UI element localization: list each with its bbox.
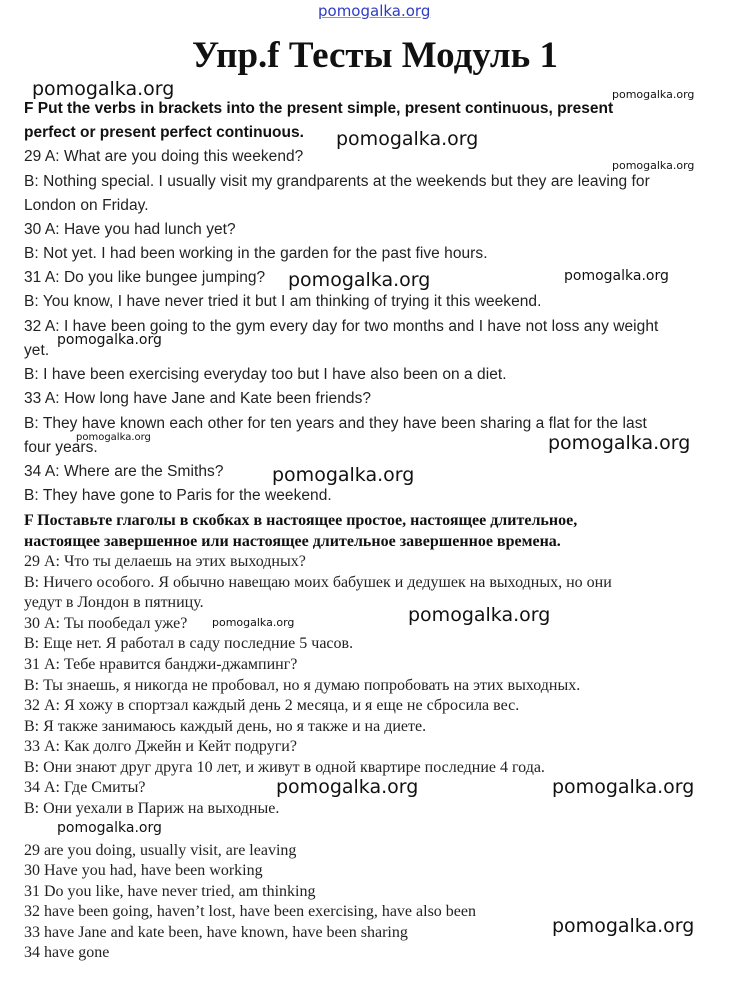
russian-instruction: настоящее завершенное или настоящее длительное завершенное времена. [24, 533, 561, 550]
english-line: B: You know, I have never tried it but I am thinking of trying it this weekend. [24, 293, 542, 310]
watermark: pomogalka.org [212, 616, 295, 629]
watermark: pomogalka.org [272, 464, 415, 486]
russian-line: В: Еще нет. Я работал в саду последние 5 часов. [24, 635, 354, 652]
russian-line: 34 А: Где Смиты? [24, 779, 146, 796]
english-line: 32 A: I have been going to the gym every day for two months and I have not loss any weight [24, 318, 659, 335]
site-link[interactable]: pomogalka.org [318, 2, 431, 20]
watermark: pomogalka.org [612, 159, 695, 172]
english-line: four years. [24, 439, 98, 456]
russian-line: 33 А: Как долго Джейн и Кейт подруги? [24, 738, 297, 755]
russian-line: 29 А: Что ты делаешь на этих выходных? [24, 553, 306, 570]
english-line: yet. [24, 342, 50, 359]
russian-line: 32 А: Я хожу в спортзал каждый день 2 месяца, и я еще не сбросила вес. [24, 697, 520, 714]
russian-instruction: F Поставьте глаголы в скобках в настоящее простое, настоящее длительное, [24, 512, 578, 529]
english-line: B: Not yet. I had been working in the garden for the past five hours. [24, 245, 488, 262]
watermark: pomogalka.org [612, 88, 695, 101]
page-title: Упр.f Тесты Модуль 1 [192, 35, 558, 76]
answer-line: 32 have been going, haven’t lost, have been exercising, have also been [24, 903, 476, 920]
russian-line: В: Они знают друг друга 10 лет, и живут в одной квартире последние 4 года. [24, 759, 545, 776]
russian-line: 31 А: Тебе нравится банджи-джампинг? [24, 656, 298, 673]
english-line: 33 A: How long have Jane and Kate been friends? [24, 390, 372, 407]
watermark: pomogalka.org [408, 604, 551, 626]
answer-line: 34 have gone [24, 944, 110, 961]
english-instruction: F Put the verbs in brackets into the present simple, present continuous, present [24, 100, 614, 117]
watermark: pomogalka.org [336, 128, 479, 150]
russian-line: 30 А: Ты пообедал уже? [24, 615, 188, 632]
watermark: pomogalka.org [76, 432, 151, 443]
english-line: 34 A: Where are the Smiths? [24, 463, 224, 480]
russian-line: уедут в Лондон в пятницу. [24, 594, 204, 611]
english-line: 29 A: What are you doing this weekend? [24, 148, 304, 165]
watermark: pomogalka.org [552, 915, 695, 937]
english-line: B: I have been exercising everyday too but I have also been on a diet. [24, 366, 507, 383]
english-line: 31 A: Do you like bungee jumping? [24, 269, 266, 286]
english-line: B: They have gone to Paris for the weekend. [24, 487, 332, 504]
english-line: B: Nothing special. I usually visit my grandparents at the weekends but they are leaving for [24, 173, 650, 190]
watermark: pomogalka.org [288, 269, 431, 291]
english-line: 30 A: Have you had lunch yet? [24, 221, 236, 238]
russian-line: В: Ничего особого. Я обычно навещаю моих бабушек и дедушек на выходных, но они [24, 574, 612, 591]
watermark: pomogalka.org [548, 432, 691, 454]
russian-line: В: Они уехали в Париж на выходные. [24, 800, 280, 817]
watermark: pomogalka.org [564, 268, 669, 284]
watermark: pomogalka.org [32, 78, 175, 100]
watermark: pomogalka.org [552, 776, 695, 798]
watermark: pomogalka.org [57, 332, 162, 348]
russian-line: В: Ты знаешь, я никогда не пробовал, но я думаю попробовать на этих выходных. [24, 677, 581, 694]
answer-line: 29 are you doing, usually visit, are leaving [24, 842, 297, 859]
russian-line: В: Я также занимаюсь каждый день, но я также и на диете. [24, 718, 427, 735]
watermark: pomogalka.org [57, 820, 162, 836]
english-instruction: perfect or present perfect continuous. [24, 124, 304, 141]
english-line: London on Friday. [24, 197, 149, 214]
answer-line: 33 have Jane and kate been, have known, have been sharing [24, 924, 408, 941]
watermark: pomogalka.org [276, 776, 419, 798]
english-line: B: They have known each other for ten years and they have been sharing a flat for the last [24, 415, 647, 432]
answer-line: 30 Have you had, have been working [24, 862, 263, 879]
answer-line: 31 Do you like, have never tried, am thinking [24, 883, 316, 900]
